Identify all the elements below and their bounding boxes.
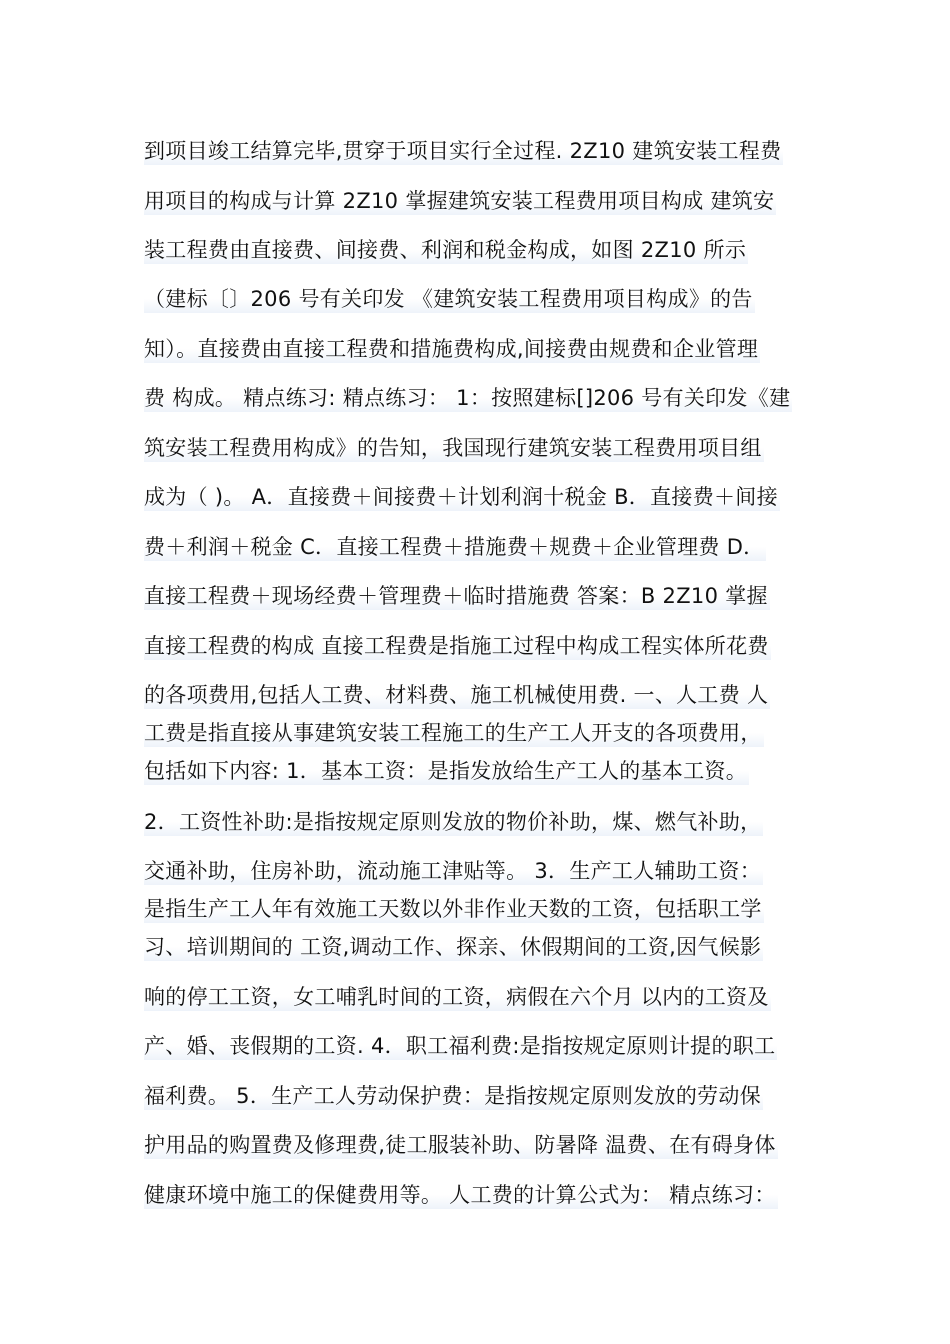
text-line bbox=[144, 680, 770, 710]
text-line bbox=[144, 1130, 778, 1160]
text-line-content: 产、婚、丧假期的工资. 4．职工福利费:是指按规定原则计提的职工 bbox=[144, 1034, 776, 1058]
text-line bbox=[144, 932, 763, 962]
text-line bbox=[144, 284, 755, 314]
text-line bbox=[144, 235, 748, 265]
text-line-content: 响的停工工资，女工哺乳时间的工资，病假在六个月 以内的工资及 bbox=[144, 985, 769, 1009]
text-line-content: 用项目的构成与计算 2Z10 掌握建筑安装工程费用项目构成 建筑安 bbox=[144, 189, 775, 213]
text-line bbox=[144, 756, 749, 786]
text-line-content: 装工程费由直接费、间接费、利润和税金构成，如图 2Z10 所示 bbox=[144, 238, 747, 262]
text-line-content: （建标〔〕206 号有关印发 《建筑安装工程费用项目构成》的告 bbox=[144, 287, 753, 311]
text-line bbox=[144, 1180, 778, 1210]
text-line-content: 2．工资性补助:是指按规定原则发放的物价补助，煤、燃气补助， bbox=[144, 810, 762, 834]
text-line-content: 成为（ )。 A．直接费＋间接费＋计划利润十税金 B．直接费＋间接 bbox=[144, 485, 778, 509]
text-line bbox=[144, 982, 771, 1012]
text-line-content: 工费是指直接从事建筑安装工程施工的生产工人开支的各项费用， bbox=[144, 721, 762, 745]
text-line-content: 健康环境中施工的保健费用等。 人工费的计算公式为： 精点练习： bbox=[144, 1183, 776, 1207]
text-line-content: 包括如下内容: 1．基本工资：是指发放给生产工人的基本工资。 bbox=[144, 759, 748, 783]
text-line bbox=[144, 631, 771, 661]
text-line-content: 的各项费用,包括人工费、材料费、施工机械使用费. 一、人工费 人 bbox=[144, 683, 769, 707]
text-line bbox=[144, 186, 776, 216]
text-line-content: 是指生产工人年有效施工天数以外非作业天数的工资，包括职工学 bbox=[144, 897, 762, 921]
text-line bbox=[144, 136, 783, 166]
text-line-content: 交通补助，住房补助，流动施工津贴等。 3．生产工人辅助工资： bbox=[144, 859, 762, 883]
text-line-content: 费＋利润＋税金 C．直接工程费＋措施费＋规费＋企业管理费 D． bbox=[144, 535, 765, 559]
text-line-content: 直接工程费的构成 直接工程费是指施工过程中构成工程实体所花费 bbox=[144, 634, 769, 658]
text-line-content: 到项目竣工结算完毕,贯穿于项目实行全过程. 2Z10 建筑安装工程费 bbox=[144, 139, 782, 163]
text-line bbox=[144, 1031, 777, 1061]
text-line bbox=[144, 532, 766, 562]
text-line bbox=[144, 1081, 763, 1111]
text-line-content: 知）。直接费由直接工程费和措施费构成,间接费由规费和企业管理 bbox=[144, 337, 759, 361]
text-line bbox=[144, 433, 764, 463]
text-line bbox=[144, 894, 764, 924]
text-line-content: 福利费。 5．生产工人劳动保护费：是指按规定原则发放的劳动保 bbox=[144, 1084, 762, 1108]
text-line bbox=[144, 856, 763, 886]
text-line-content: 护用品的购置费及修理费,徒工服装补助、防暑降 温费、在有碍身体 bbox=[144, 1133, 776, 1157]
text-line bbox=[144, 334, 760, 364]
text-line bbox=[144, 482, 780, 512]
text-line bbox=[144, 807, 763, 837]
text-line-content: 直接工程费＋现场经费＋管理费＋临时措施费 答案：B 2Z10 掌握 bbox=[144, 584, 768, 608]
text-line bbox=[144, 581, 770, 611]
text-line bbox=[144, 383, 792, 413]
text-line bbox=[144, 718, 764, 748]
text-line-content: 筑安装工程费用构成》的告知，我国现行建筑安装工程费用项目组 bbox=[144, 436, 762, 460]
text-line-content: 习、培训期间的 工资,调动工作、探亲、休假期间的工资,因气候影 bbox=[144, 935, 762, 959]
text-line-content: 费 构成。 精点练习: 精点练习： 1：按照建标[]206 号有关印发《建 bbox=[144, 386, 791, 410]
